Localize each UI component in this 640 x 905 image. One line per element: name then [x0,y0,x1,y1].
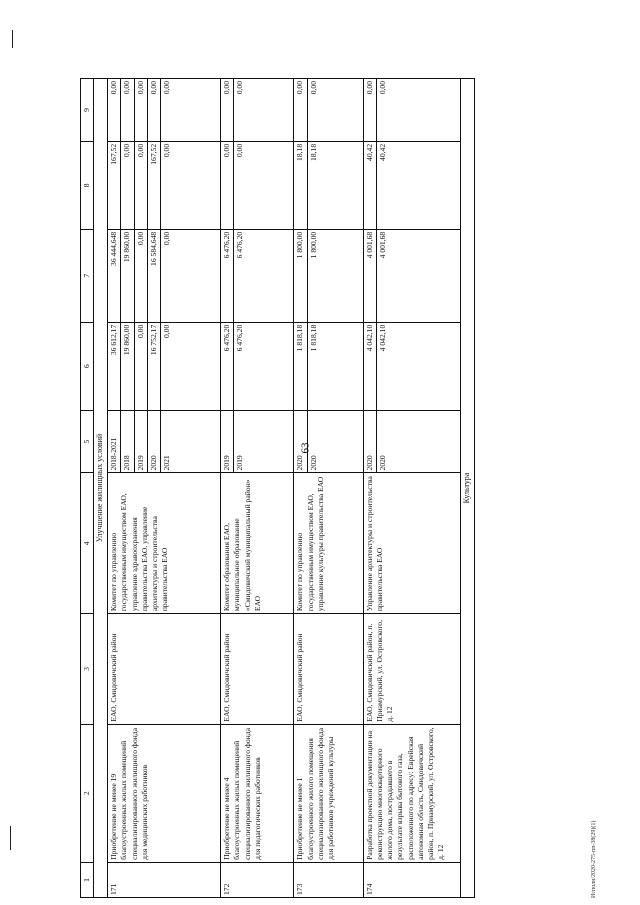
page-number: 63 [299,442,312,454]
table-row [363,79,376,898]
next-section-title: Культура [460,79,474,898]
row-local: 0,00 [161,79,221,142]
row-name: Приобретение не менее 1 благоустроенного жилого помещения специализированного жилищного фонда для работников учреждений культуры [294,724,363,862]
row-local: 0,00 [121,79,134,142]
row-local: 0,00 [134,79,147,142]
row-place: ЕАО, Смидовичский район [294,614,363,725]
col-header-2: 2 [81,724,94,862]
row-total: 16 752,17 [147,322,160,410]
col-header-9: 9 [81,79,94,142]
row-federal: 16 584,648 [147,229,160,322]
row-local: 0,00 [221,79,234,142]
col-header-3: 3 [81,614,94,725]
row-name: Приобретение не менее 19 благоустроенных жилых помещений специализированного жилищного фонда для медицинских работников [108,724,221,862]
col-header-5: 5 [81,410,94,473]
row-number: 173 [294,862,363,897]
row-local: 0,00 [234,79,294,142]
row-year: 2020 [376,410,460,473]
row-regional: 0,00 [134,141,147,229]
row-total: 1 818,18 [294,322,307,410]
row-federal: 6 476,20 [221,229,234,322]
footer-reference: Исполн/2020-275-пп-38(29)(1) [591,820,597,898]
row-executor: Комитет образования ЕАО, муниципальное образование «Смидовичский муниципальный район» ЕАО [221,473,294,614]
row-year: 2020 [294,410,307,473]
row-executor: Комитет по управлению государственным имуществом ЕАО, управление здравоохранения правительства ЕАО, управление архитектуры и строительства правительства ЕАО [108,473,221,614]
row-year: 2019 [134,410,147,473]
row-regional: 0,00 [161,141,221,229]
row-federal: 0,00 [134,229,147,322]
row-regional: 18,18 [294,141,307,229]
row-local: 0,00 [376,79,460,142]
row-federal: 0,00 [161,229,221,322]
row-number: 171 [108,862,221,897]
row-total: 1 818,18 [307,322,363,410]
row-regional: 167,52 [108,141,121,229]
col-header-1: 1 [81,862,94,897]
row-total: 6 476,20 [234,322,294,410]
row-regional: 167,52 [147,141,160,229]
scan-mark-top [12,30,13,48]
row-executor: Управление архитектуры и строительства правительства ЕАО [363,473,460,614]
row-regional: 0,00 [234,141,294,229]
row-federal: 1 800,00 [294,229,307,322]
row-year: 2020 [363,410,376,473]
row-local: 0,00 [108,79,121,142]
row-total: 4 042,10 [376,322,460,410]
row-year: 2018 [121,410,134,473]
row-federal: 1 800,00 [307,229,363,322]
row-regional: 0,00 [121,141,134,229]
row-regional: 18,18 [307,141,363,229]
table-row [108,79,121,898]
row-total: 0,00 [134,322,147,410]
rotated-table-page [80,78,597,898]
row-federal: 6 476,20 [234,229,294,322]
row-total: 19 860,00 [121,322,134,410]
row-year: 2018-2021 [108,410,121,473]
row-regional: 0,00 [221,141,234,229]
row-year: 2021 [161,410,221,473]
col-header-7: 7 [81,229,94,322]
scan-mark-bottom [10,826,11,850]
row-place: ЕАО, Смидовичский район [108,614,221,725]
row-total: 36 612,17 [108,322,121,410]
row-local: 0,00 [363,79,376,142]
row-local: 0,00 [307,79,363,142]
row-year: 2020 [147,410,160,473]
row-year: 2019 [234,410,294,473]
col-header-6: 6 [81,322,94,410]
row-regional: 40,42 [376,141,460,229]
table-row [221,79,234,898]
section-title: Улучшение жилищных условий [94,79,108,898]
row-year: 2020 [307,410,363,473]
row-name: Приобретение не менее 4 благоустроенных жилых помещений специализированного жилищного фонда для педагогических работников [221,724,294,862]
row-name: Разработка проектной документации на реконструкцию многоквартирного жилого дома, пострадавшего в результате взрыва бытового газа, расположенного по адресу: Еврейская автономная область, Смидовичский район, п. Приамурский, ул. Островского, д. 12 [363,724,460,862]
row-federal: 19 860,00 [121,229,134,322]
col-header-4: 4 [81,473,94,614]
table-row [294,79,307,898]
row-place: ЕАО, Смидовичский район, п. Приамурский, ул. Островского, д. 12 [363,614,460,725]
program-table [80,78,475,898]
col-header-8: 8 [81,141,94,229]
row-total: 4 042,10 [363,322,376,410]
row-local: 0,00 [294,79,307,142]
row-year: 2019 [221,410,234,473]
row-local: 0,00 [147,79,160,142]
row-regional: 40,42 [363,141,376,229]
row-number: 172 [221,862,294,897]
row-total: 6 476,20 [221,322,234,410]
row-federal: 4 001,68 [376,229,460,322]
row-executor: Комитет по управлению государственным имуществом ЕАО, управление культуры правительства ЕАО [294,473,363,614]
column-number-row [81,79,94,898]
row-total: 0,00 [161,322,221,410]
row-federal: 4 001,68 [363,229,376,322]
row-number: 174 [363,862,460,897]
row-place: ЕАО, Смидовичский район [221,614,294,725]
row-federal: 36 444,648 [108,229,121,322]
